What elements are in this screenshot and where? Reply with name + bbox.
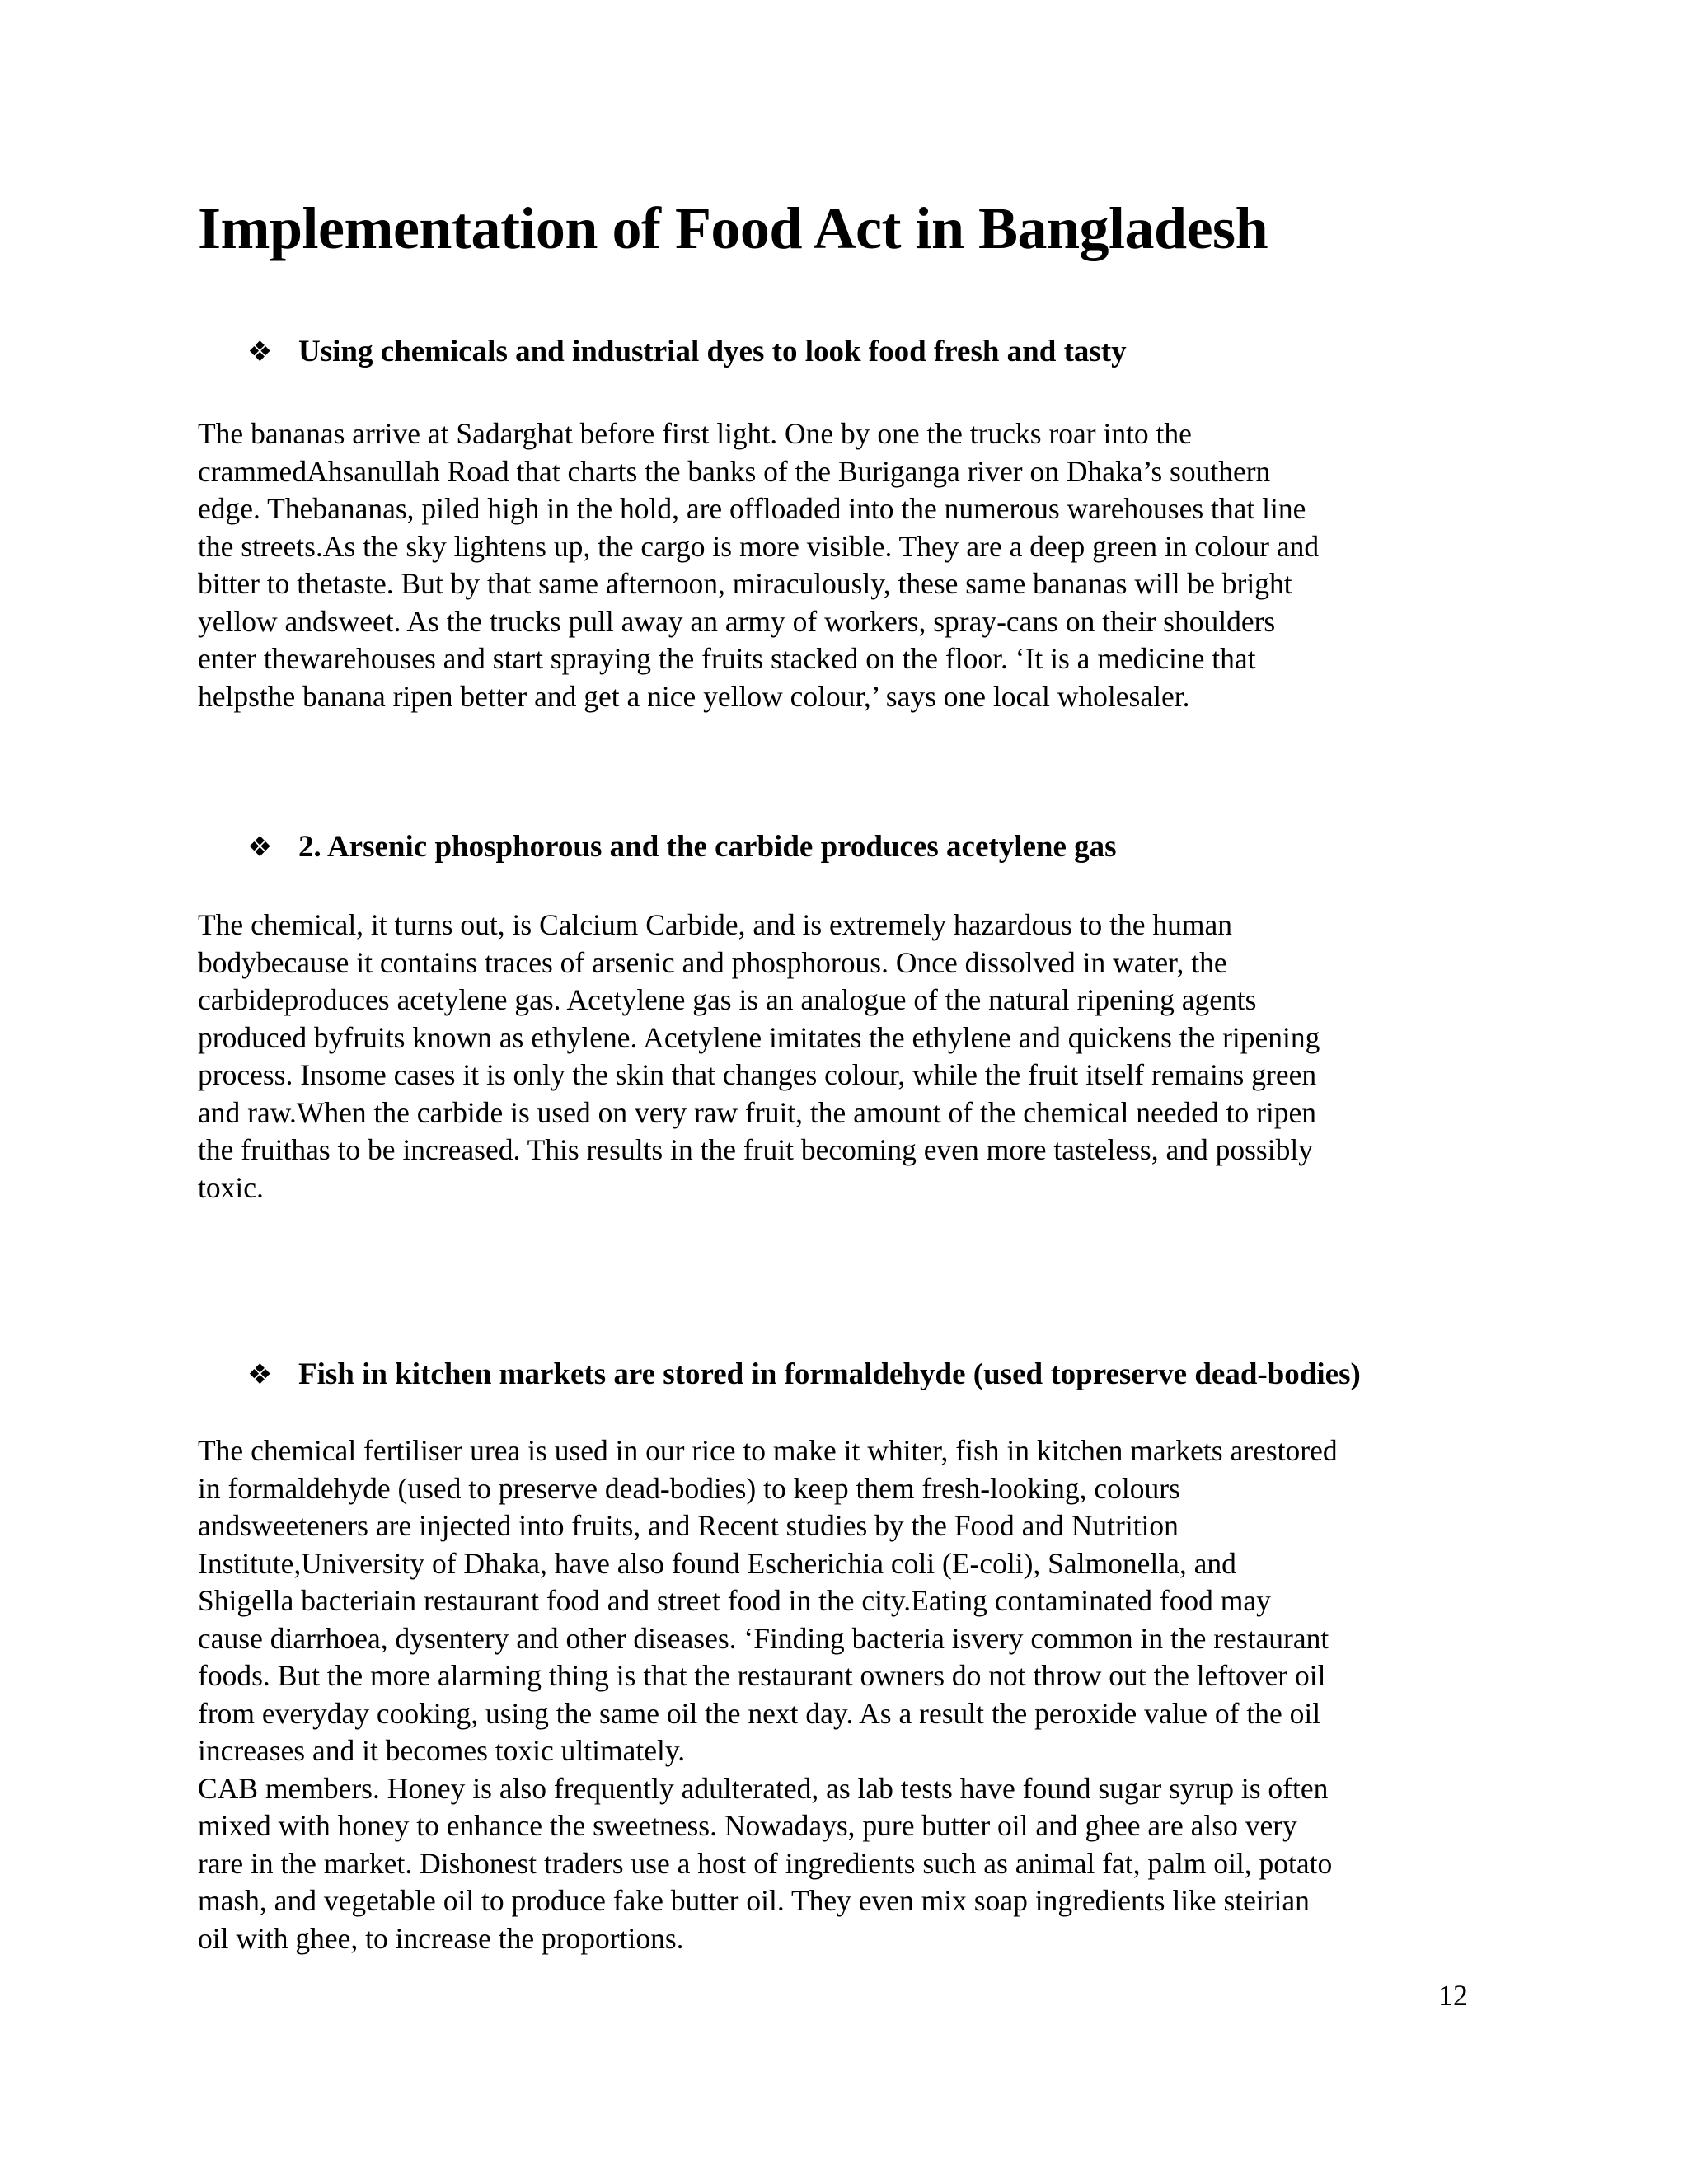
text-line: oil with ghee, to increase the proportions. — [198, 1921, 684, 1955]
text-line: cause diarrhoea, dysentery and other diseases. ‘Finding bacteria isvery common in the restaurant — [198, 1621, 1329, 1655]
page-number: 12 — [1438, 1979, 1468, 2012]
text-line: bitter to thetaste. But by that same afternoon, miraculously, these same bananas will be bright — [198, 567, 1292, 600]
text-line: The chemical fertiliser urea is used in our rice to make it whiter, fish in kitchen markets arestored — [198, 1434, 1338, 1467]
text-line: yellow andsweet. As the trucks pull away an army of workers, spray-cans on their shoulders — [198, 604, 1276, 638]
diamond-bullet-icon: ❖ — [247, 335, 273, 368]
diamond-bullet-icon: ❖ — [247, 830, 273, 864]
section-heading-text: 2. Arsenic phosphorous and the carbide produces acetylene gas — [298, 830, 1117, 864]
text-line: mash, and vegetable oil to produce fake butter oil. They even mix soap ingredients like steirian — [198, 1884, 1310, 1917]
text-line: bodybecause it contains traces of arsenic and phosphorous. Once dissolved in water, the — [198, 945, 1227, 979]
page-title: Implementation of Food Act in Bangladesh — [198, 195, 1268, 261]
text-line: in formaldehyde (used to preserve dead-bodies) to keep them fresh-looking, colours — [198, 1471, 1180, 1505]
section-heading-2 — [247, 829, 1117, 865]
diamond-bullet-icon: ❖ — [247, 1357, 273, 1391]
section-heading-text: Using chemicals and industrial dyes to look food fresh and tasty — [298, 335, 1127, 368]
text-line: rare in the market. Dishonest traders use a host of ingredients such as animal fat, palm oil, potato — [198, 1846, 1333, 1880]
text-line: enter thewarehouses and start spraying the fruits stacked on the floor. ‘It is a medicine that — [198, 642, 1256, 675]
text-line: helpsthe banana ripen better and get a nice yellow colour,’ says one local wholesaler. — [198, 679, 1190, 713]
text-line: The chemical, it turns out, is Calcium Carbide, and is extremely hazardous to the human — [198, 908, 1232, 941]
text-line: andsweeteners are injected into fruits, and Recent studies by the Food and Nutrition — [198, 1509, 1179, 1542]
text-line: CAB members. Honey is also frequently adulterated, as lab tests have found sugar syrup is often — [198, 1771, 1329, 1805]
section-paragraph-1 — [198, 415, 1319, 715]
text-line: crammedAhsanullah Road that charts the banks of the Buriganga river on Dhaka’s southern — [198, 454, 1271, 488]
section-paragraph-2 — [198, 907, 1320, 1207]
section-heading-text: Fish in kitchen markets are stored in formaldehyde (used topreserve dead-bodies) — [298, 1357, 1361, 1391]
text-line: edge. Thebananas, piled high in the hold, are offloaded into the numerous warehouses that line — [198, 492, 1306, 525]
text-line: carbideproduces acetylene gas. Acetylene gas is an analogue of the natural ripening agents — [198, 983, 1257, 1016]
text-line: produced byfruits known as ethylene. Acetylene imitates the ethylene and quickens the ripening — [198, 1020, 1320, 1054]
text-line: Shigella bacteriain restaurant food and street food in the city.Eating contaminated food may — [198, 1584, 1271, 1617]
text-line: mixed with honey to enhance the sweetness. Nowadays, pure butter oil and ghee are also very — [198, 1809, 1297, 1842]
text-line: The bananas arrive at Sadarghat before first light. One by one the trucks roar into the — [198, 417, 1192, 450]
text-line: Institute,University of Dhaka, have also found Escherichia coli (E-coli), Salmonella, and — [198, 1546, 1236, 1580]
text-line: from everyday cooking, using the same oil the next day. As a result the peroxide value of the oil — [198, 1696, 1321, 1730]
text-line: process. Insome cases it is only the skin that changes colour, while the fruit itself remains green — [198, 1058, 1317, 1091]
text-line: the fruithas to be increased. This results in the fruit becoming even more tasteless, and possibly — [198, 1133, 1313, 1166]
text-line: toxic. — [198, 1170, 264, 1204]
section-paragraph-3 — [198, 1432, 1338, 1957]
section-heading-1 — [247, 334, 1127, 369]
text-line: the streets.As the sky lightens up, the cargo is more visible. They are a deep green in colour and — [198, 529, 1320, 563]
text-line: and raw.When the carbide is used on very raw fruit, the amount of the chemical needed to ripen — [198, 1095, 1317, 1129]
section-heading-3 — [247, 1357, 1361, 1392]
text-line: increases and it becomes toxic ultimately. — [198, 1734, 686, 1767]
text-line: foods. But the more alarming thing is that the restaurant owners do not throw out the leftover oil — [198, 1659, 1326, 1692]
